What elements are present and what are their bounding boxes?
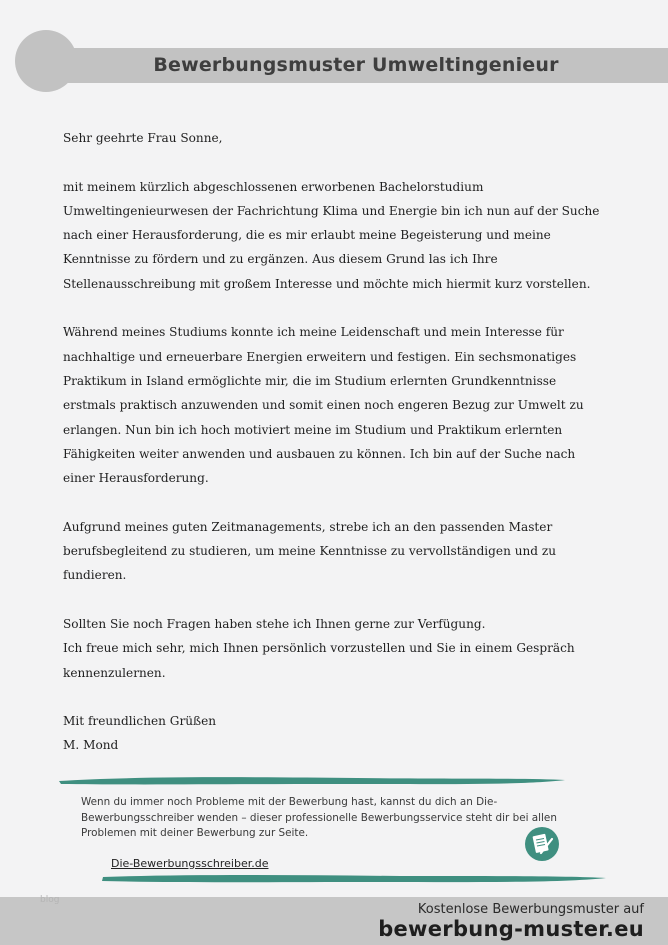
brush-stroke-bottom <box>100 871 608 885</box>
letter-closing-line-1: Sollten Sie noch Fragen haben stehe ich Ihnen gerne zur Verfügung. <box>63 616 486 631</box>
promo-link[interactable]: Die-Bewerbungsschreiber.de <box>111 857 269 870</box>
footer-site-link[interactable]: bewerbung-muster.eu <box>378 917 644 941</box>
document-pen-icon <box>524 826 560 862</box>
brush-stroke-top <box>57 774 567 787</box>
letter-closing-line-2: Ich freue mich sehr, mich Ihnen persönlich vorzustellen und Sie in einem Gespräch kennenzulernen. <box>63 641 575 680</box>
letter-signature: M. Mond <box>63 738 119 753</box>
page-title: Bewerbungsmuster Umweltingenieur <box>153 54 559 76</box>
footer-blog-label: blog <box>40 895 60 905</box>
footer-tagline: Kostenlose Bewerbungsmuster auf <box>417 902 644 917</box>
letter-paragraph-3: Aufgrund meines guten Zeitmanagements, strebe ich an den passenden Master berufsbegleitend zu studieren, um meine Kenntnisse zu vervollständigen und zu fundieren. <box>63 519 557 583</box>
letter-greeting: Mit freundlichen Grüßen <box>63 714 217 729</box>
letter-body <box>63 126 608 758</box>
letter-salutation: Sehr geehrte Frau Sonne, <box>63 131 223 145</box>
promo-text: Wenn du immer noch Probleme mit der Bewerbung hast, kannst du dich an Die-Bewerbungsschreiber wenden – dieser professionelle Bewerbungsservice steht dir bei allen Problemen mit deiner Bewerbung zur Seite. <box>81 796 557 839</box>
letter-paragraph-1: mit meinem kürzlich abgeschlossenen erworbenen Bachelorstudium Umweltingenieurwesen der Fachrichtung Klima und Energie bin ich nun auf der Suche nach einer Herausforderung, die es mir erlaubt meine Begeisterung und meine Kenntnisse zu fördern und zu ergänzen. Aus diesem Grund las ich Ihre Stellenausschreibung mit großem Interesse und möchte mich hiermit kurz vorstellen. <box>63 179 600 291</box>
letter-paragraph-2: Während meines Studiums konnte ich meine Leidenschaft und mein Interesse für nachhaltige und erneuerbare Energien erweitern und festigen. Ein sechsmonatiges Praktikum in Island ermöglichte mir, die im Studium erlernten Grundkenntnisse erstmals praktisch anzuwenden und somit einen noch engeren Bezug zur Umwelt zu erlangen. Nun bin ich hoch motiviert meine im Studium und Praktikum erlernten Fähigkeiten weiter anwenden und ausbauen zu können. Ich bin auf der Suche nach einer Herausforderung. <box>63 325 584 486</box>
